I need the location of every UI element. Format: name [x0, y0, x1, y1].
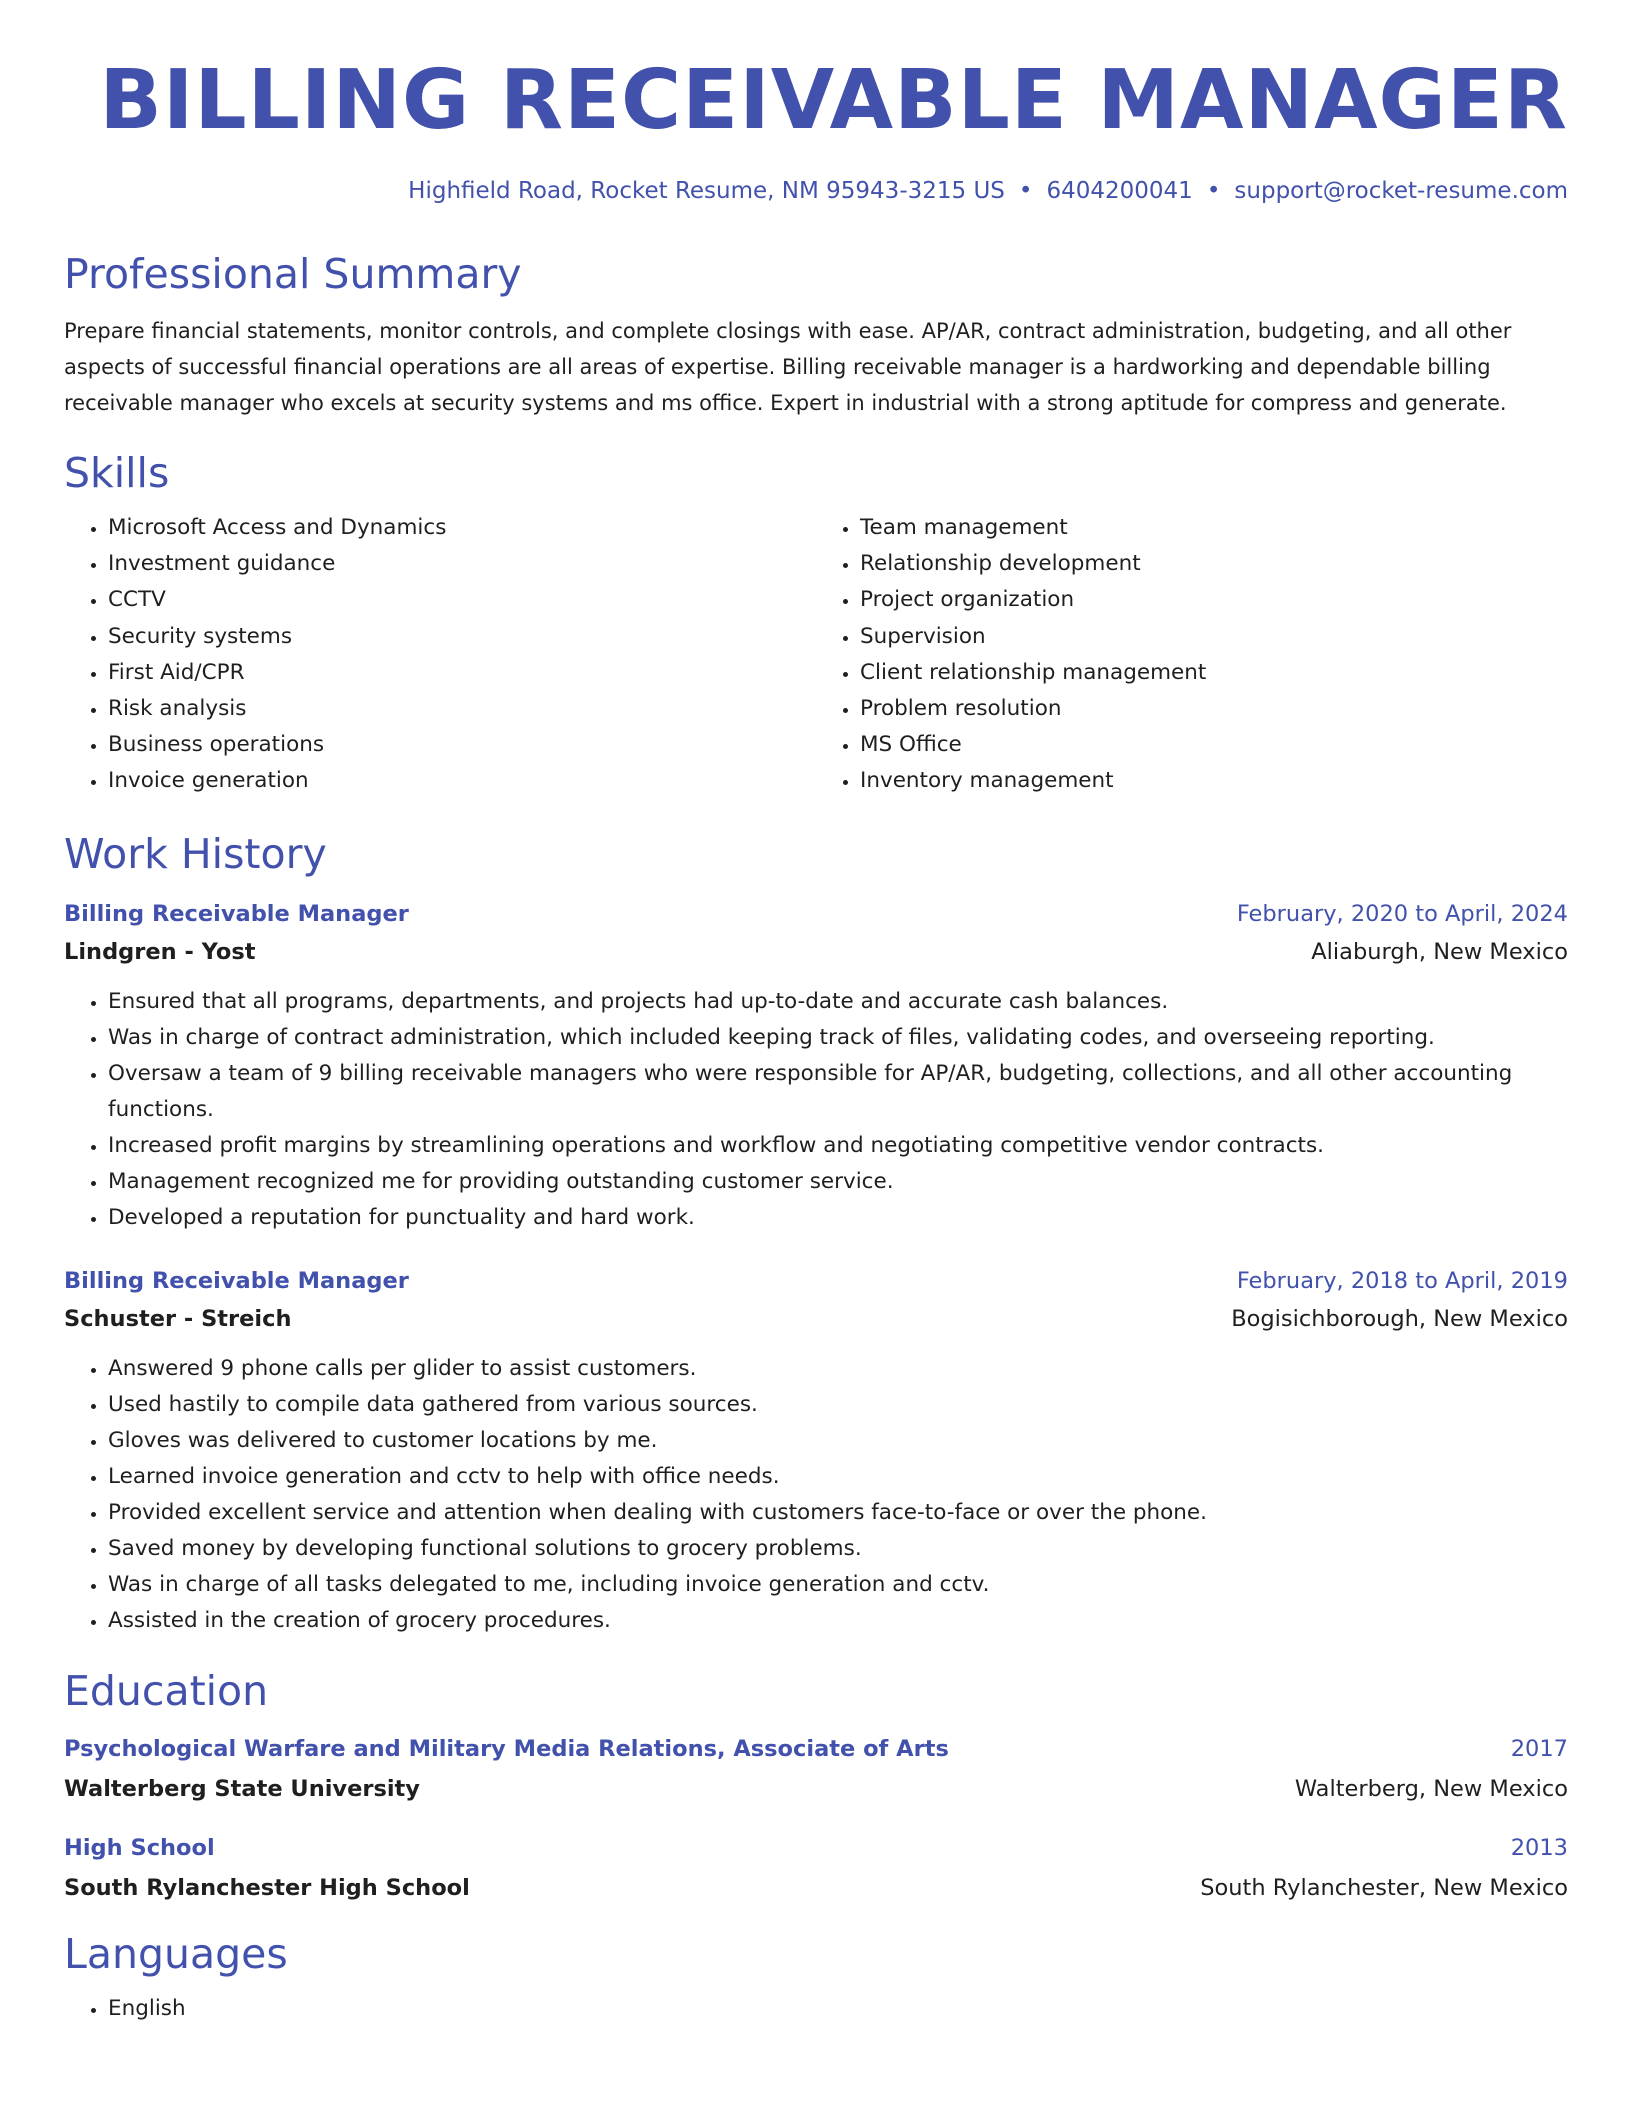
job-bullets	[64, 984, 1568, 1236]
education-school: Walterberg State University	[64, 1775, 420, 1802]
job-bullet: • Assisted in the creation of grocery procedures.	[108, 1603, 1568, 1639]
education-location: South Rylanchester, New Mexico	[1200, 1874, 1568, 1901]
skill-item: • MS Office	[860, 727, 1568, 763]
skill-item: • Business operations	[108, 727, 816, 763]
language-item: • English	[108, 1991, 1568, 2027]
work-history-title: Work History	[64, 829, 327, 878]
skill-item: • Project organization	[860, 582, 1568, 618]
job-bullet: • Oversaw a team of 9 billing receivable managers who were responsible for AP/AR, budgeting, collections, and all other accounting functions.	[108, 1056, 1568, 1128]
summary-text: Prepare financial statements, monitor controls, and complete closings with ease. AP/AR, contract administration, budgeting, and all other aspects of successful financial operations are all areas of expertise. Billing receivable manager is a hardworking and dependable billing receivable manager who excels at security systems and ms office. Expert in industrial with a strong aptitude for compress and generate.	[64, 318, 1512, 415]
languages-list	[64, 1991, 1568, 2027]
education-subheader	[64, 1776, 1568, 1803]
contact-email: support@rocket-resume.com	[1234, 178, 1568, 204]
skills-title: Skills	[64, 448, 170, 497]
skills-list-left	[64, 510, 816, 800]
languages-title: Languages	[64, 1929, 288, 1978]
education-location: Walterberg, New Mexico	[1294, 1775, 1568, 1802]
skills-columns	[64, 510, 1568, 800]
job-subheader	[64, 1306, 1568, 1333]
skill-item: • Inventory management	[860, 763, 1568, 799]
job-entry	[64, 1268, 1568, 1639]
job-bullet: • Ensured that all programs, departments, and projects had up-to-date and accurate cash balances.	[108, 984, 1568, 1020]
skill-item: • Invoice generation	[108, 763, 816, 799]
education-degree: High School	[64, 1834, 215, 1861]
skill-item: • First Aid/CPR	[108, 655, 816, 691]
contact-separator: •	[1018, 178, 1033, 204]
contact-line	[64, 178, 1568, 206]
education-header	[64, 1736, 1568, 1763]
skill-item: • Problem resolution	[860, 691, 1568, 727]
skill-item: • Microsoft Access and Dynamics	[108, 510, 816, 546]
job-header	[64, 1268, 1568, 1295]
resume-name: BILLING RECEIVABLE MANAGER	[99, 53, 1568, 148]
education-degree: Psychological Warfare and Military Media Relations, Associate of Arts	[64, 1735, 949, 1762]
job-bullet: • Used hastily to compile data gathered from various sources.	[108, 1387, 1568, 1423]
job-company: Schuster - Streich	[64, 1305, 292, 1332]
skill-item: • Risk analysis	[108, 691, 816, 727]
skill-item: • Security systems	[108, 619, 816, 655]
skill-item: • Team management	[860, 510, 1568, 546]
education-year: 2013	[1510, 1834, 1568, 1861]
skill-item: • Investment guidance	[108, 546, 816, 582]
education-header	[64, 1835, 1568, 1862]
summary-title: Professional Summary	[64, 249, 522, 298]
job-subheader	[64, 939, 1568, 966]
job-bullet: • Management recognized me for providing outstanding customer service.	[108, 1164, 1568, 1200]
skill-item: • Relationship development	[860, 546, 1568, 582]
skill-item: • CCTV	[108, 582, 816, 618]
education-entry	[64, 1736, 1568, 1803]
job-location: Bogisichborough, New Mexico	[1231, 1305, 1568, 1332]
job-title: Billing Receivable Manager	[64, 900, 409, 927]
job-bullet: • Answered 9 phone calls per glider to assist customers.	[108, 1351, 1568, 1387]
job-entry	[64, 901, 1568, 1236]
job-date: February, 2018 to April, 2019	[1236, 1267, 1568, 1294]
education-year: 2017	[1510, 1735, 1568, 1762]
job-bullet: • Was in charge of all tasks delegated to me, including invoice generation and cctv.	[108, 1567, 1568, 1603]
job-bullet: • Was in charge of contract administration, which included keeping track of files, validating codes, and overseeing reporting.	[108, 1020, 1568, 1056]
education-subheader	[64, 1875, 1568, 1902]
job-location: Aliaburgh, New Mexico	[1311, 938, 1568, 965]
education-entry	[64, 1835, 1568, 1902]
job-date: February, 2020 to April, 2024	[1236, 900, 1568, 927]
skill-item: • Client relationship management	[860, 655, 1568, 691]
job-title: Billing Receivable Manager	[64, 1267, 409, 1294]
contact-phone: 6404200041	[1046, 178, 1193, 204]
job-bullet: • Gloves was delivered to customer locations by me.	[108, 1423, 1568, 1459]
skill-item: • Supervision	[860, 619, 1568, 655]
education-title: Education	[64, 1666, 269, 1715]
contact-separator: •	[1206, 178, 1221, 204]
resume-page	[64, 0, 1568, 2027]
skills-list-right	[816, 510, 1568, 800]
job-bullet: • Saved money by developing functional solutions to grocery problems.	[108, 1531, 1568, 1567]
contact-address: Highfield Road, Rocket Resume, NM 95943-3215 US	[408, 178, 1005, 204]
education-school: South Rylanchester High School	[64, 1874, 470, 1901]
job-bullet: • Developed a reputation for punctuality and hard work.	[108, 1200, 1568, 1236]
job-header	[64, 901, 1568, 928]
job-bullet: • Provided excellent service and attention when dealing with customers face-to-face or over the phone.	[108, 1495, 1568, 1531]
job-company: Lindgren - Yost	[64, 938, 256, 965]
job-bullet: • Learned invoice generation and cctv to help with office needs.	[108, 1459, 1568, 1495]
job-bullets	[64, 1351, 1568, 1639]
job-bullet: • Increased profit margins by streamlining operations and workflow and negotiating competitive vendor contracts.	[108, 1128, 1568, 1164]
